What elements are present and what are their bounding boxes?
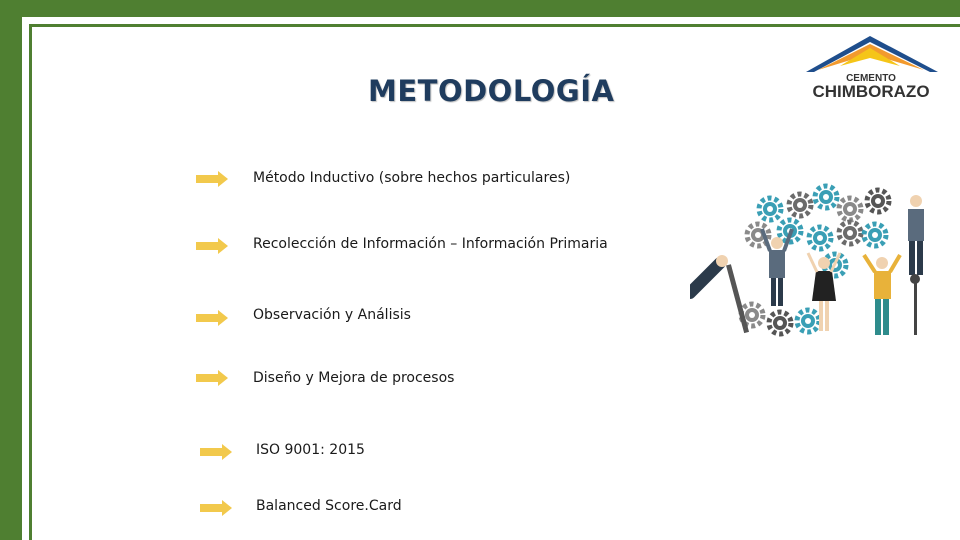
logo-text-top: CEMENTO xyxy=(846,73,896,84)
bullet-text: Diseño y Mejora de procesos xyxy=(253,370,455,386)
company-logo xyxy=(800,32,942,102)
arrow-right-icon xyxy=(200,444,232,460)
arrow-right-icon xyxy=(196,171,228,187)
slide-title: METODOLOGÍA xyxy=(368,74,615,108)
bullet-text: Balanced Score.Card xyxy=(256,498,402,514)
mountain-roof-logo-icon xyxy=(800,32,942,102)
bullet-text: Observación y Análisis xyxy=(253,307,411,323)
people-with-gears-illustration xyxy=(690,183,940,341)
bullet-text: ISO 9001: 2015 xyxy=(256,442,365,458)
bullet-text: Método Inductivo (sobre hechos particulares) xyxy=(253,170,571,186)
bullet-text: Recolección de Información – Información Primaria xyxy=(253,236,608,252)
logo-text-bottom: CHIMBORAZO xyxy=(812,82,930,101)
arrow-right-icon xyxy=(196,238,228,254)
arrow-right-icon xyxy=(196,310,228,326)
arrow-right-icon xyxy=(196,370,228,386)
arrow-right-icon xyxy=(200,500,232,516)
